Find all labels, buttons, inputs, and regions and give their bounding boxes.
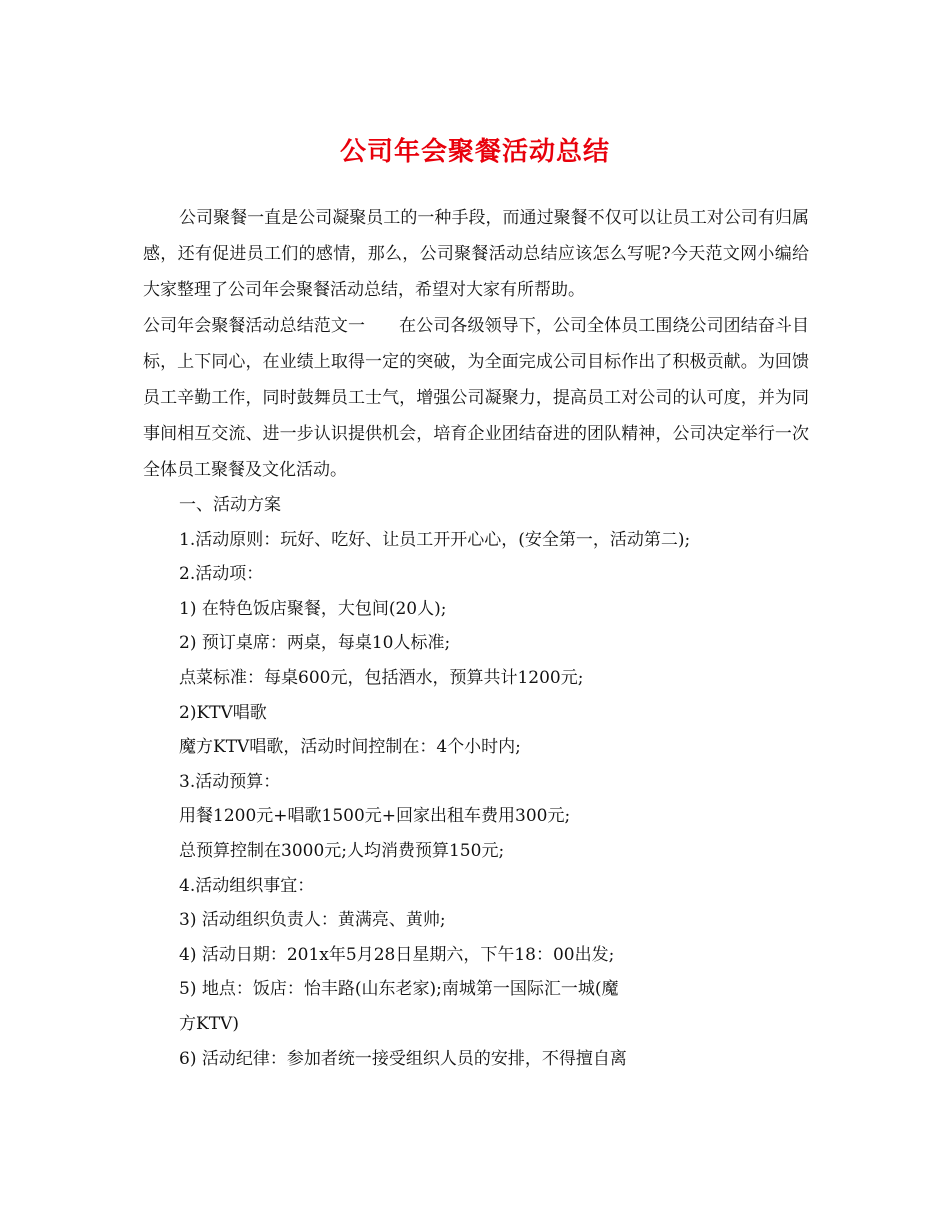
list-line: 6) 活动纪律：参加者统一接受组织人员的安排，不得擅自离 [179, 1048, 627, 1069]
list-line: 3) 活动组织负责人：黄满亮、黄帅; [179, 910, 446, 931]
intro-paragraph: 公司聚餐一直是公司凝聚员工的一种手段，而通过聚餐不仅可以让员工对公司有归属感，还有促进员工们的感情，那么，公司聚餐活动总结应该怎么写呢?今天范文网小编给大家整理了公司年会聚餐活动总结，希望对大家有所帮助。 [143, 208, 809, 300]
list-line: 4) 活动日期：201x年5月28日星期六，下午18：00出发; [179, 944, 615, 965]
list-line: 5) 地点：饭店：怡丰路(山东老家);南城第一国际汇一城(魔 [179, 979, 619, 1000]
list-line: 魔方KTV唱歌，活动时间控制在：4个小时内; [179, 737, 521, 758]
list-line: 用餐1200元+唱歌1500元+回家出租车费用300元; [179, 806, 571, 827]
list-line: 1.活动原则：玩好、吃好、让员工开开心心，(安全第一，活动第二); [179, 529, 691, 550]
list-line: 总预算控制在3000元;人均消费预算150元; [179, 840, 505, 861]
list-line: 3.活动预算： [179, 771, 281, 792]
list-line: 4.活动组织事宜： [179, 875, 315, 896]
list-line: 2.活动项： [179, 564, 264, 585]
list-line: 2) 预订桌席：两桌，每桌10人标准; [179, 633, 451, 654]
list-line: 2)KTV唱歌 [179, 702, 267, 723]
sample-paragraph: 公司年会聚餐活动总结范文一 在公司各级领导下，公司全体员工围绕公司团结奋斗目标，上下同心，在业绩上取得一定的突破，为全面完成公司目标作出了积极贡献。为回馈员工辛勤工作，同时鼓舞员工士气，增强公司凝聚力，提高员工对公司的认可度，并为同事间相互交流、进一步认识提供机会，培育企业团结奋进的团队精神，公司决定举行一次全体员工聚餐及文化活动。 [143, 316, 809, 480]
list-line: 一、活动方案 [179, 495, 281, 515]
list-line: 方KTV) [179, 1013, 239, 1034]
list-line: 点菜标准：每桌600元，包括酒水，预算共计1200元; [179, 667, 584, 688]
list-line: 1) 在特色饭店聚餐，大包间(20人); [179, 598, 447, 619]
document-title: 公司年会聚餐活动总结 [339, 137, 610, 167]
document-body [143, 200, 809, 1076]
